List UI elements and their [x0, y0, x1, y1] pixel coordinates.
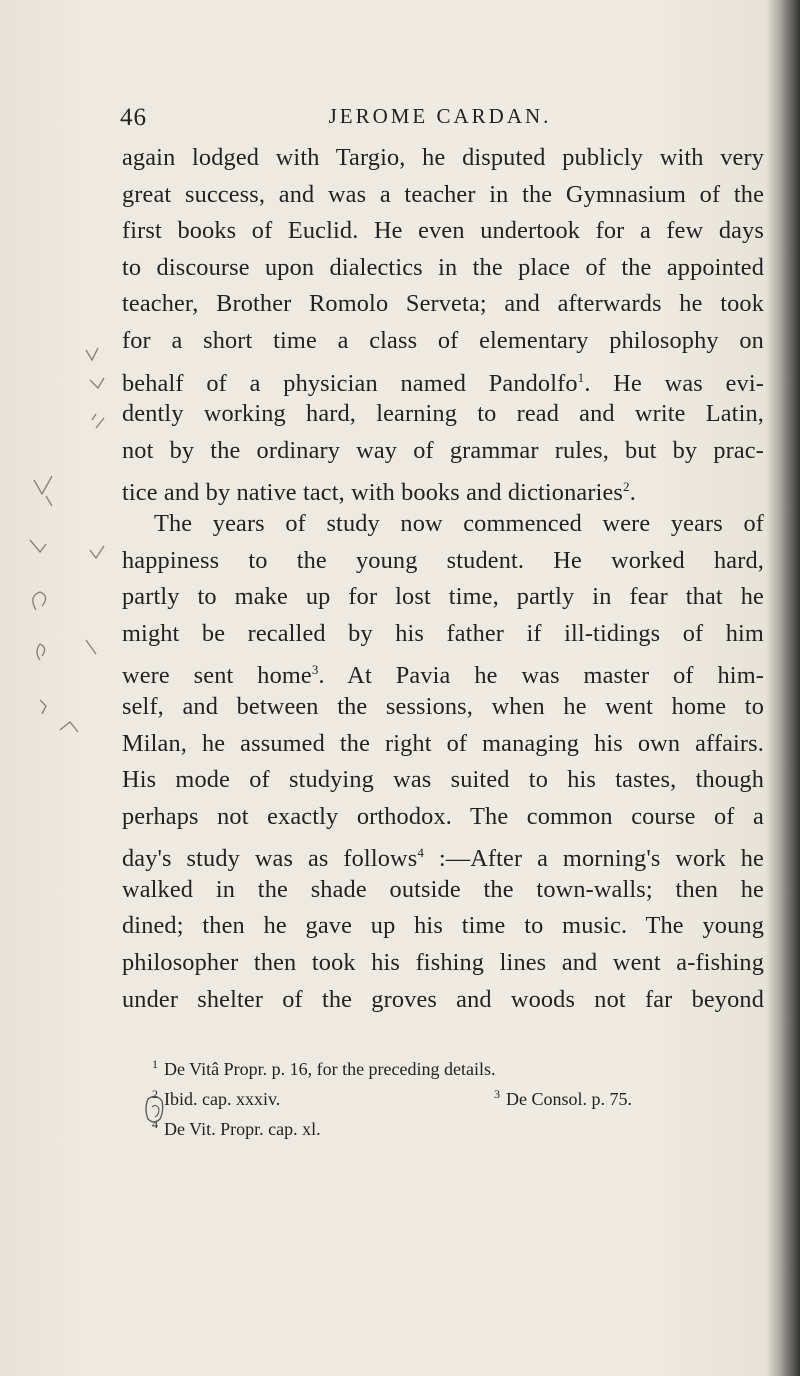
text-line: to discourse upon dialectics in the place of the appointed — [122, 253, 764, 281]
footnote-4 — [152, 1112, 321, 1142]
text-line: under shelter of the groves and woods not far beyond — [122, 985, 764, 1013]
text-line: dined; then he gave up his time to music. The young — [122, 912, 764, 940]
footnote-text: De Vit. Propr. cap. xl. — [164, 1119, 321, 1139]
footnote-marker: 1 — [152, 1057, 158, 1071]
running-title: JEROME CARDAN. — [328, 104, 552, 128]
text-line: Milan, he assumed the right of managing his own affairs. — [122, 729, 764, 757]
page-number: 46 — [120, 104, 147, 131]
text-line: great success, and was a teacher in the Gymnasium of the — [122, 180, 764, 208]
page-edge-shadow — [766, 0, 800, 1376]
footnote-3 — [494, 1082, 632, 1112]
text-line: not by the ordinary way of grammar rules, but by prac- — [122, 436, 764, 464]
footnote-2 — [152, 1082, 472, 1112]
text-line — [122, 360, 764, 397]
footnote-ref: 4 — [417, 845, 424, 861]
footnote-text: De Consol. p. 75. — [506, 1089, 632, 1109]
body-text — [122, 140, 764, 1018]
footnote-ref: 1 — [577, 369, 585, 385]
text-segment: day's study was as follows — [122, 845, 418, 873]
text-line: again lodged with Targio, he disputed publicly with very — [122, 144, 764, 171]
text-line: His mode of studying was suited to his tastes, though — [122, 766, 764, 794]
footnote-marker: 2 — [152, 1087, 158, 1101]
text-segment: tice and by native tact, with books and dictionaries — [122, 479, 624, 507]
text-segment: :—After a morning's work he — [423, 845, 764, 873]
paragraph-start: The years of study now commenced were years of — [154, 509, 764, 537]
text-line: teacher, Brother Romolo Serveta; and afterwards he took — [122, 290, 764, 318]
footnote-ref: 3 — [311, 662, 319, 678]
footnotes — [152, 1052, 752, 1142]
text-line: happiness to the young student. He worked hard, — [122, 546, 764, 574]
text-line: first books of Euclid. He even undertook for a few days — [122, 217, 764, 245]
footnote-ref: 2 — [623, 479, 630, 495]
text-line: might be recalled by his father if ill-tidings of him — [122, 619, 764, 647]
text-segment: . He was evi- — [584, 369, 764, 397]
text-line: partly to make up for lost time, partly in fear that he — [122, 583, 764, 611]
page-header — [120, 104, 760, 144]
footnote-row — [152, 1112, 752, 1142]
footnote-row — [152, 1052, 752, 1082]
text-segment: behalf of a physician named Pandolfo — [122, 369, 578, 397]
footnote-text: Ibid. cap. xxxiv. — [164, 1089, 281, 1109]
text-line — [122, 469, 764, 506]
library-stamp-mark — [144, 1093, 166, 1125]
footnote-marker: 4 — [152, 1117, 158, 1131]
text-line: perhaps not exactly orthodox. The common course of a — [122, 802, 764, 830]
text-line: self, and between the sessions, when he went home to — [122, 692, 764, 720]
footnote-text: De Vitâ Propr. p. 16, for the preceding details. — [164, 1059, 496, 1079]
text-line: walked in the shade outside the town-walls; then he — [122, 875, 764, 903]
margin-pencil-marks — [0, 320, 120, 800]
text-segment: . — [629, 479, 636, 507]
text-line — [122, 652, 764, 689]
footnote-row — [152, 1082, 752, 1112]
footnote-marker: 3 — [494, 1087, 500, 1101]
text-line: philosopher then took his fishing lines and went a-fishing — [122, 949, 764, 977]
text-segment: . At Pavia he was master of him- — [318, 662, 764, 690]
text-segment: were sent home — [122, 662, 312, 690]
footnote-1 — [152, 1052, 496, 1082]
text-line — [122, 835, 764, 872]
text-line: dently working hard, learning to read and write Latin, — [122, 400, 764, 428]
text-line: for a short time a class of elementary philosophy on — [122, 326, 764, 354]
